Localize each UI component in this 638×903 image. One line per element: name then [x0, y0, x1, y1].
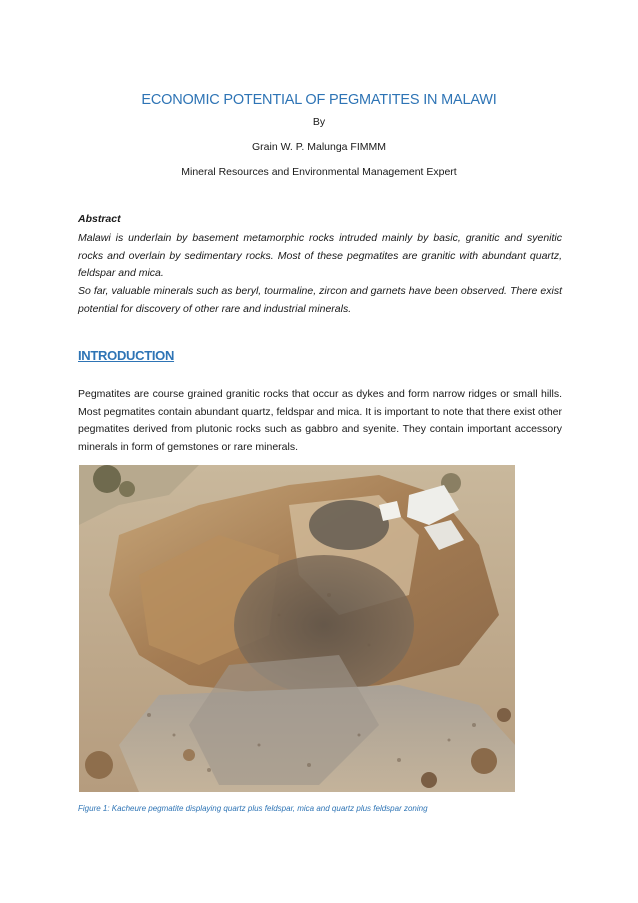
pegmatite-photo-image	[79, 465, 515, 792]
abstract-paragraph-1: Malawi is underlain by basement metamorphic rocks intruded mainly by basic, granitic and syenitic rocks and overlain by sedimentary rocks. Most of these pegmatites are granitic with abundant quartz, feldspar and mica.	[78, 232, 562, 279]
introduction-paragraph: Pegmatites are course grained granitic rocks that occur as dykes and form narrow ridges or small hills. Most pegmatites contain abundant quartz, feldspar and mica. It is important to note that there exist other pegmatites derived from plutonic rocks such as gabbro and syenite. They contain important accessory minerals in form of gemstones or rare minerals.	[78, 388, 562, 453]
figure-caption: Figure 1: Kacheure pegmatite displaying quartz plus feldspar, mica and quartz plus feldspar zoning	[78, 804, 428, 813]
document-title: ECONOMIC POTENTIAL OF PEGMATITES IN MALAWI	[141, 92, 497, 108]
author-name: Grain W. P. Malunga FIMMM	[251, 141, 386, 153]
abstract-paragraph-2: So far, valuable minerals such as beryl, tourmaline, zircon and garnets have been observed. There exist potential for discovery of other rare and industrial minerals.	[78, 285, 562, 315]
byline-label: By	[312, 116, 326, 128]
author-role: Mineral Resources and Environmental Management Expert	[181, 166, 457, 178]
pegmatite-photo	[79, 465, 515, 792]
abstract-heading: Abstract	[78, 213, 121, 225]
introduction-heading: INTRODUCTION	[78, 348, 175, 363]
